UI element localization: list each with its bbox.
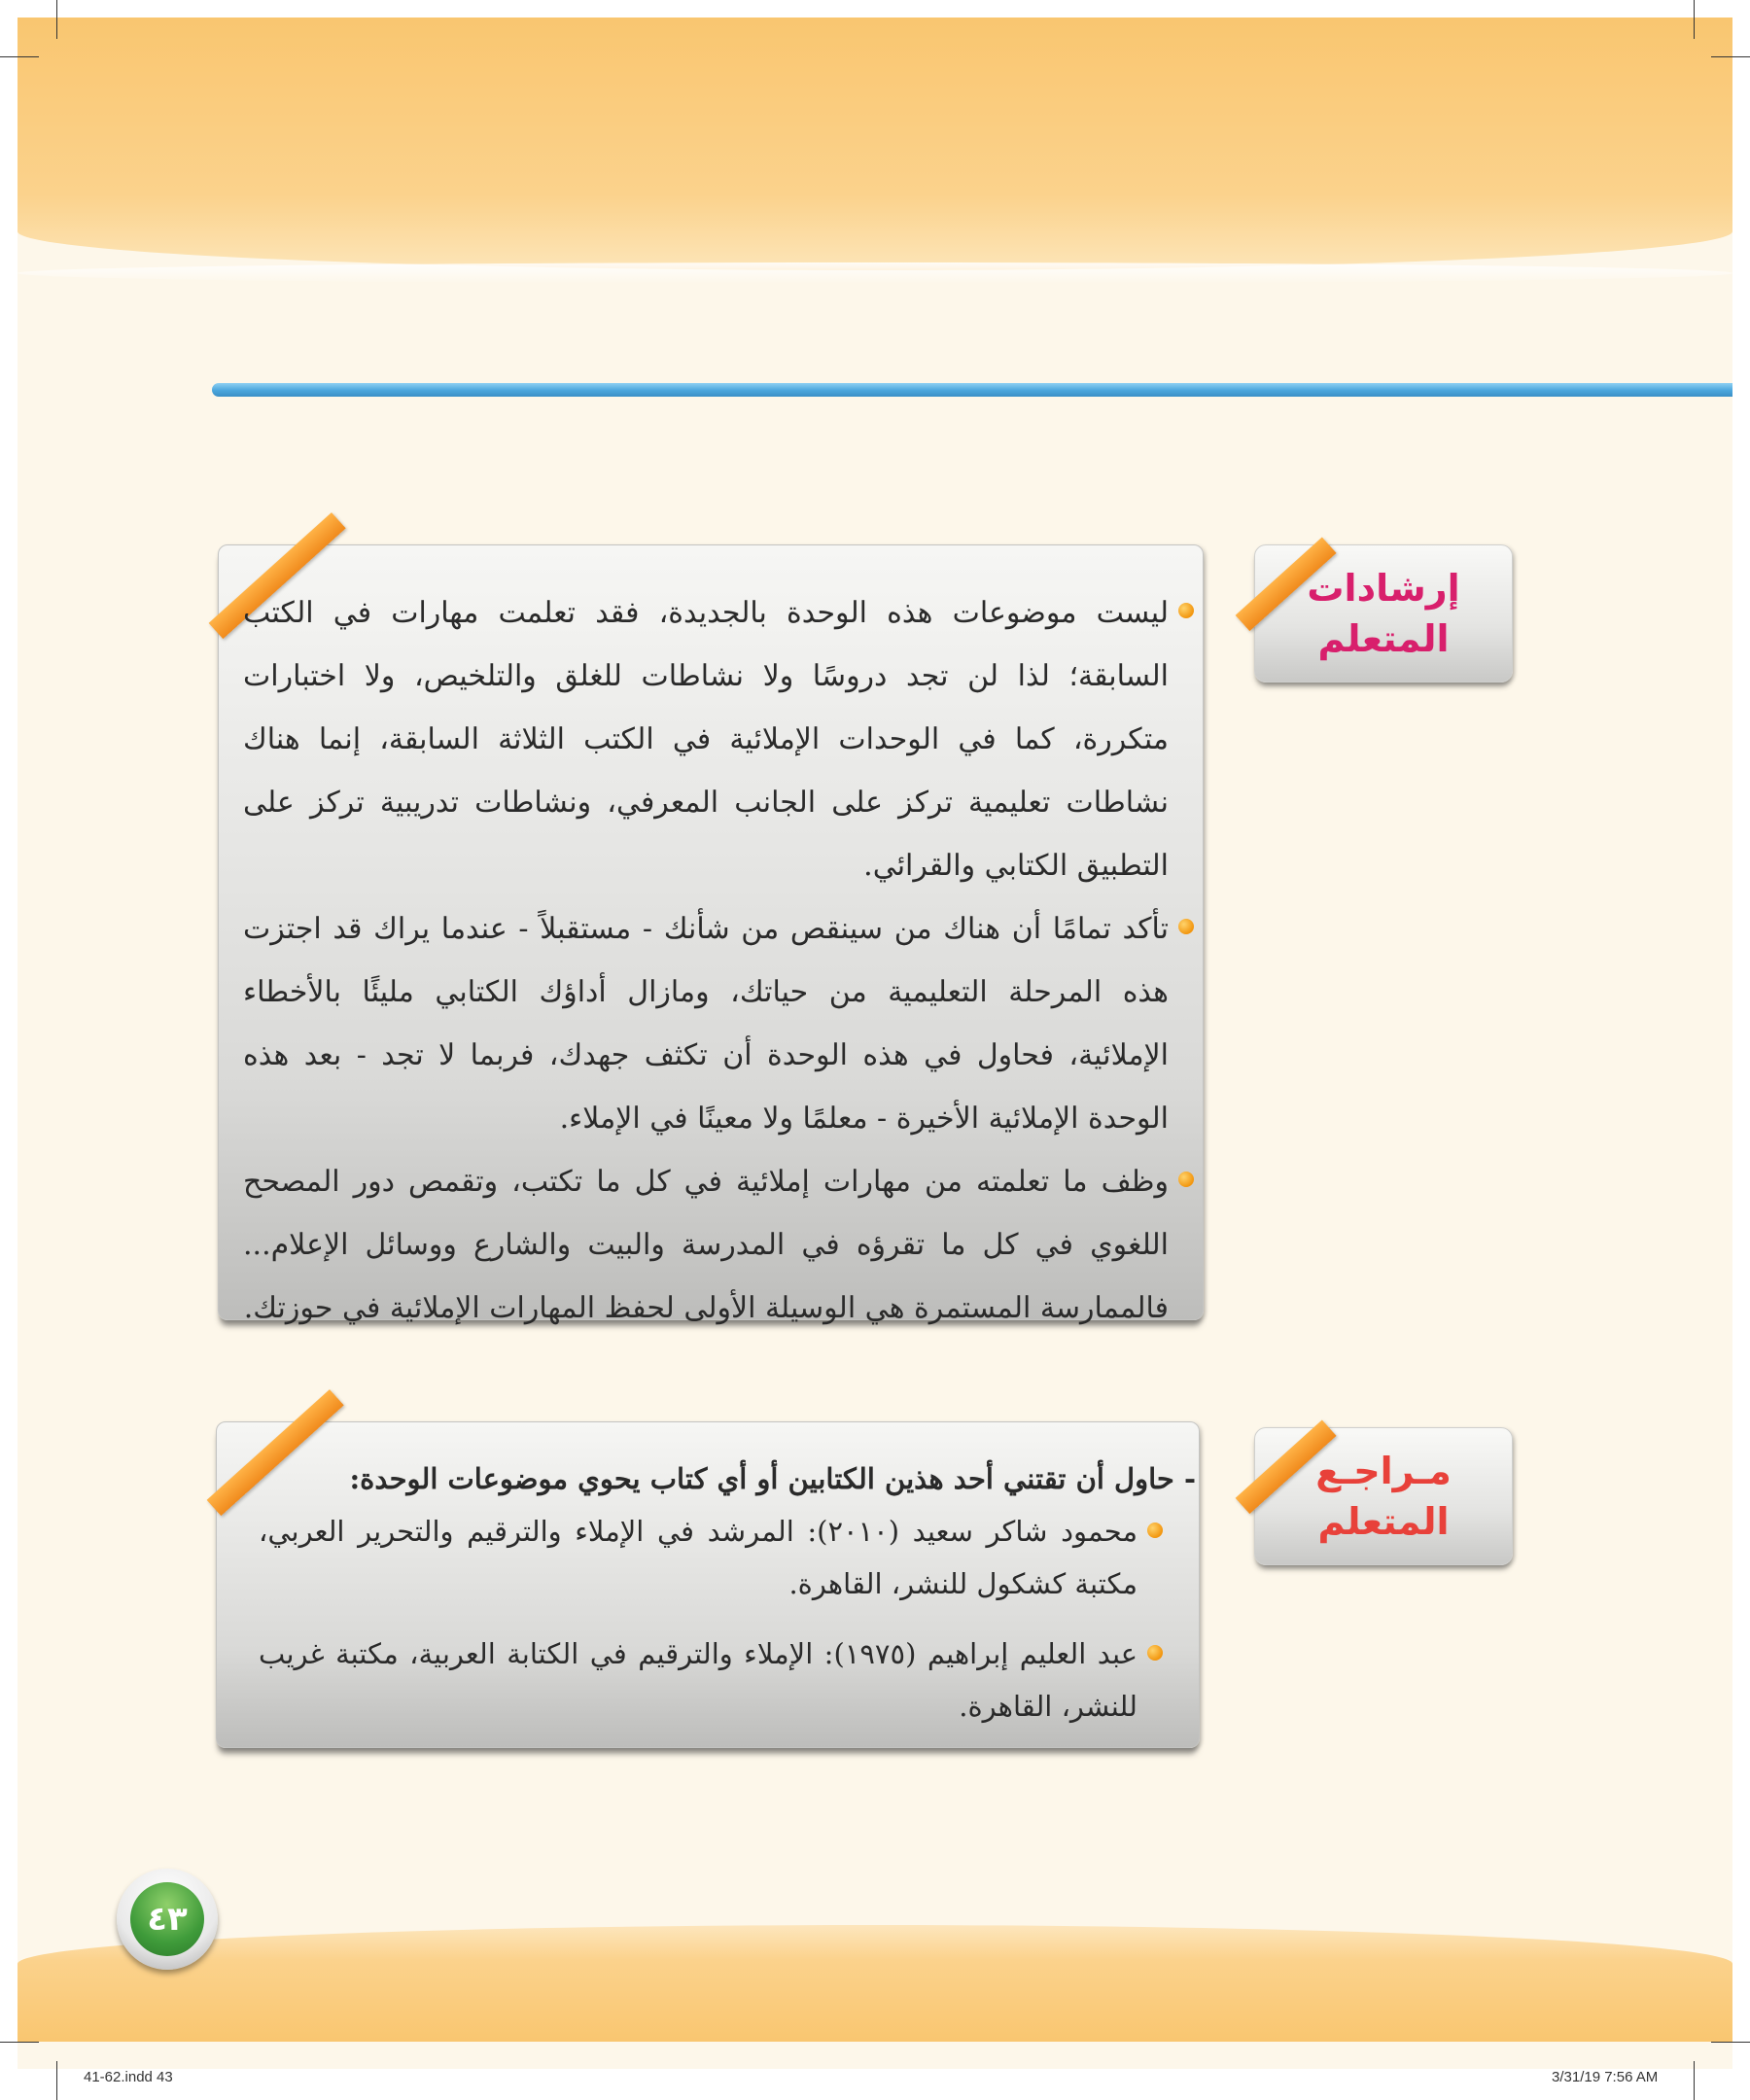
guidance-item-3-text: وظف ما تعلمته من مهارات إملائية في كل ما تكتب، وتقمص دور المصحح اللغوي في كل ما تقرؤه في المدرسة والبيت والشارع ووسائل الإعلام... فالممارسة المستمرة هي الوسيلة الأولى لحفظ المهارات الإملائية في حوزتك. bbox=[243, 1165, 1169, 1325]
guidance-text bbox=[243, 581, 1194, 1340]
bullet-icon bbox=[1178, 1172, 1194, 1187]
guidance-item-1 bbox=[243, 581, 1194, 897]
references-text bbox=[245, 1452, 1196, 1732]
guidance-item-2-text: تأكد تمامًا أن هناك من سينقص من شأنك - مستقبلاً - عندما يراك قد اجتزت هذه المرحلة التعليمية من حياتك، ومازال أداؤك الكتابي مليئًا بالأخطاء الإملائية، فحاول في هذه الوحدة أن تكثف جهدك، فربما لا تجد - بعد هذه الوحدة الإملائية الأخيرة - معلمًا ولا معينًا في الإملاء. bbox=[243, 912, 1169, 1136]
reference-item-1 bbox=[259, 1505, 1163, 1610]
crop-mark bbox=[1711, 56, 1750, 57]
bullet-icon bbox=[1178, 919, 1194, 934]
print-slug-timestamp: 3/31/19 7:56 AM bbox=[1552, 2069, 1659, 2085]
guidance-item-3 bbox=[243, 1150, 1194, 1340]
guidance-label-line1: إرشادات bbox=[1307, 567, 1460, 610]
bullet-icon bbox=[1178, 603, 1194, 618]
page-number: ٤٣ bbox=[130, 1882, 204, 1956]
bottom-decorative-band bbox=[18, 1925, 1732, 2042]
references-label-line2: المتعلم bbox=[1317, 1500, 1450, 1543]
reference-item-2 bbox=[259, 1628, 1163, 1732]
references-label-line1: مـراجـع bbox=[1315, 1450, 1452, 1492]
top-decorative-band bbox=[18, 18, 1732, 270]
references-intro: - حاول أن تقتني أحد هذين الكتابين أو أي كتاب يحوي موضوعات الوحدة: bbox=[349, 1462, 1196, 1495]
crop-mark bbox=[0, 56, 39, 57]
reference-item-2-text: عبد العليم إبراهيم (١٩٧٥): الإملاء والترقيم في الكتابة العربية، مكتبة غريب للنشر، القاهرة. bbox=[259, 1637, 1138, 1723]
guidance-label-line2: المتعلم bbox=[1317, 617, 1450, 660]
crop-mark bbox=[0, 2042, 39, 2043]
crop-mark bbox=[56, 0, 57, 39]
section-divider-rule bbox=[212, 383, 1732, 397]
guidance-item-2 bbox=[243, 897, 1194, 1150]
bullet-icon bbox=[1147, 1645, 1163, 1661]
print-slug-file: 41-62.indd 43 bbox=[84, 2069, 173, 2085]
crop-mark bbox=[1694, 0, 1695, 39]
crop-mark bbox=[56, 2061, 57, 2100]
page-number-badge bbox=[117, 1869, 218, 1970]
crop-mark bbox=[1694, 2061, 1695, 2100]
guidance-item-1-text: ليست موضوعات هذه الوحدة بالجديدة، فقد تعلمت مهارات في الكتب السابقة؛ لذا لن تجد دروسًا ولا نشاطات للغلق والتلخيص، ولا اختبارات متكررة، كما في الوحدات الإملائية في الكتب الثلاثة السابقة، إنما هناك نشاطات تعليمية تركز على الجانب المعرفي، ونشاطات تدريبية تركز على التطبيق الكتابي والقرائي. bbox=[243, 596, 1169, 883]
reference-item-1-text: محمود شاكر سعيد (٢٠١٠): المرشد في الإملاء والترقيم والتحرير العربي، مكتبة كشكول للنشر، القاهرة. bbox=[259, 1515, 1138, 1600]
bullet-icon bbox=[1147, 1522, 1163, 1538]
crop-mark bbox=[1711, 2042, 1750, 2043]
